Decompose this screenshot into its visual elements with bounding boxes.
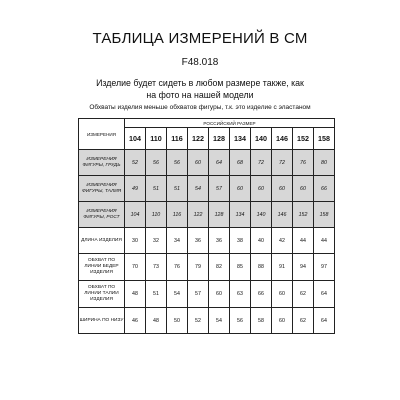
table-cell: 97: [314, 254, 335, 281]
table-cell: 34: [167, 228, 188, 254]
table-row: [79, 176, 335, 202]
size-header-cell: 158: [314, 128, 335, 150]
table-cell: 46: [125, 308, 146, 334]
page-title: ТАБЛИЦА ИЗМЕРЕНИЙ В СМ: [92, 30, 308, 47]
table-cell: 88: [251, 254, 272, 281]
row-label: ИЗМЕРЕНИЯ ФИГУРЫ, РОСТ: [79, 202, 125, 228]
size-header-cell: 128: [209, 128, 230, 150]
table-cell: 52: [188, 308, 209, 334]
table-row: [79, 281, 335, 308]
size-header-cell: 140: [251, 128, 272, 150]
table-cell: 57: [209, 176, 230, 202]
table-cell: 44: [314, 228, 335, 254]
table-cell: 66: [314, 176, 335, 202]
table-cell: 60: [272, 176, 293, 202]
table-cell: 60: [251, 176, 272, 202]
table-cell: 60: [188, 150, 209, 176]
fit-note: Изделие будет сидеть в любом размере также, как на фото на нашей модели: [96, 78, 304, 100]
table-cell: 64: [314, 308, 335, 334]
table-cell: 91: [272, 254, 293, 281]
table-cell: 51: [146, 176, 167, 202]
table-cell: 60: [293, 176, 314, 202]
size-header-cell: 134: [230, 128, 251, 150]
table-cell: 40: [251, 228, 272, 254]
table-cell: 52: [125, 150, 146, 176]
size-header-cell: 152: [293, 128, 314, 150]
table-cell: 68: [230, 150, 251, 176]
table-cell: 146: [272, 202, 293, 228]
table-cell: 62: [293, 281, 314, 308]
table-cell: 64: [314, 281, 335, 308]
table-row: [79, 150, 335, 176]
table-cell: 80: [314, 150, 335, 176]
table-cell: 82: [209, 254, 230, 281]
table-cell: 48: [125, 281, 146, 308]
article-number: F48.018: [181, 57, 219, 68]
table-row: [79, 202, 335, 228]
russian-size-header: РОССИЙСКИЙ РАЗМЕР: [125, 119, 335, 128]
table-cell: 134: [230, 202, 251, 228]
table-cell: 30: [125, 228, 146, 254]
table-cell: 63: [230, 281, 251, 308]
table-cell: 110: [146, 202, 167, 228]
table-cell: 79: [188, 254, 209, 281]
table-row: [79, 308, 335, 334]
table-cell: 56: [146, 150, 167, 176]
table-cell: 42: [272, 228, 293, 254]
size-header-cell: 122: [188, 128, 209, 150]
row-label: ОБХВАТ ПО ЛИНИИ ТАЛИИ ИЗДЕЛИЯ: [79, 281, 125, 308]
table-cell: 66: [251, 281, 272, 308]
table-cell: 140: [251, 202, 272, 228]
table-cell: 70: [125, 254, 146, 281]
table-cell: 58: [251, 308, 272, 334]
table-cell: 122: [188, 202, 209, 228]
size-table: [78, 118, 335, 334]
size-header-cell: 116: [167, 128, 188, 150]
table-cell: 54: [188, 176, 209, 202]
table-cell: 56: [167, 150, 188, 176]
table-cell: 54: [167, 281, 188, 308]
table-cell: 60: [272, 308, 293, 334]
table-cell: 76: [293, 150, 314, 176]
row-label: ШИРИНА ПО НИЗУ: [79, 308, 125, 334]
table-cell: 36: [188, 228, 209, 254]
table-cell: 152: [293, 202, 314, 228]
table-cell: 73: [146, 254, 167, 281]
table-cell: 64: [209, 150, 230, 176]
row-label: ИЗМЕРЕНИЯ ФИГУРЫ, ТАЛИЯ: [79, 176, 125, 202]
table-cell: 62: [293, 308, 314, 334]
table-row: [79, 254, 335, 281]
table-cell: 116: [167, 202, 188, 228]
table-cell: 56: [230, 308, 251, 334]
table-cell: 60: [230, 176, 251, 202]
table-cell: 50: [167, 308, 188, 334]
table-cell: 54: [209, 308, 230, 334]
table-cell: 60: [272, 281, 293, 308]
table-cell: 94: [293, 254, 314, 281]
size-table-body: [79, 119, 335, 334]
measurements-header: ИЗМЕРЕНИЯ: [79, 119, 125, 150]
row-label: ИЗМЕРЕНИЯ ФИГУРЫ, ГРУДЬ: [79, 150, 125, 176]
size-header-cell: 110: [146, 128, 167, 150]
row-label: ДЛИНА ИЗДЕЛИЯ: [79, 228, 125, 254]
table-cell: 57: [188, 281, 209, 308]
table-cell: 104: [125, 202, 146, 228]
elastane-note: Обхваты изделия меньше обхватов фигуры, т.к. это изделие с эластаном: [89, 104, 311, 111]
table-cell: 72: [251, 150, 272, 176]
table-cell: 85: [230, 254, 251, 281]
table-cell: 51: [146, 281, 167, 308]
table-cell: 36: [209, 228, 230, 254]
table-cell: 60: [209, 281, 230, 308]
table-cell: 49: [125, 176, 146, 202]
table-cell: 72: [272, 150, 293, 176]
table-row: [79, 228, 335, 254]
table-cell: 51: [167, 176, 188, 202]
table-cell: 38: [230, 228, 251, 254]
table-cell: 158: [314, 202, 335, 228]
table-cell: 76: [167, 254, 188, 281]
size-header-cell: 146: [272, 128, 293, 150]
table-cell: 44: [293, 228, 314, 254]
table-header-row: [79, 119, 335, 128]
table-cell: 48: [146, 308, 167, 334]
size-header-cell: 104: [125, 128, 146, 150]
table-cell: 128: [209, 202, 230, 228]
table-cell: 32: [146, 228, 167, 254]
row-label: ОБХВАТ ПО ЛИНИИ БЕДЕР ИЗДЕЛИЯ: [79, 254, 125, 281]
